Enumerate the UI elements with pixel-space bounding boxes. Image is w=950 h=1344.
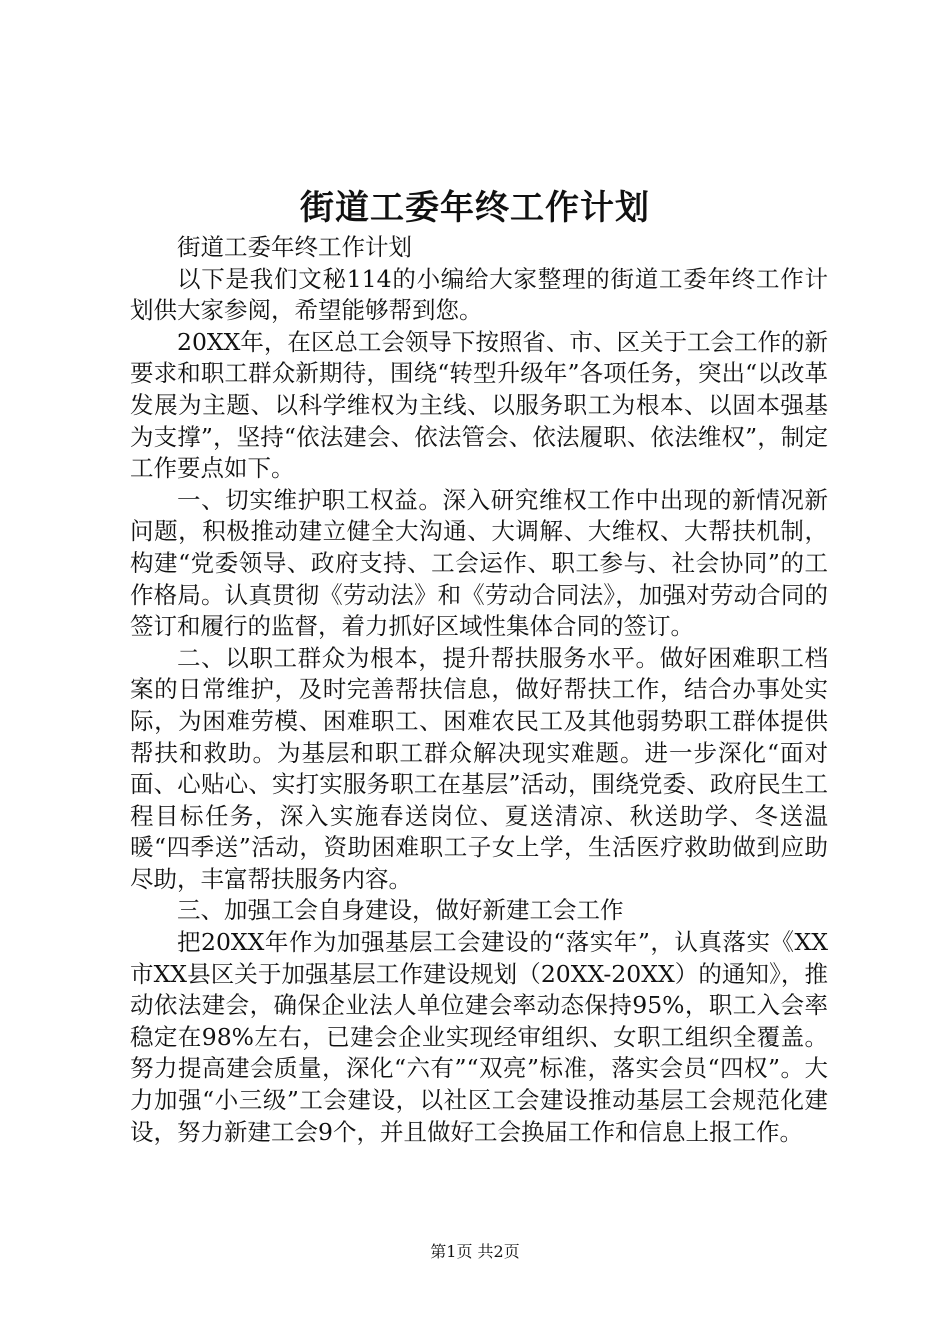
- document-body: [130, 232, 828, 1148]
- paragraph-subtitle: 街道工委年终工作计划: [177, 233, 412, 261]
- paragraph-overview: 20XX年，在区总工会领导下按照省、市、区关于工会工作的新要求和职工群众新期待，围绕“转型升级年”各项任务，突出“以改革发展为主题、以科学维权为主线、以服务职工为根本、以固本强基为支撑”，坚持“依法建会、依法管会、依法履职、依法维权”，制定工作要点如下。: [130, 327, 828, 483]
- page-footer: 第1页 共2页: [430, 1242, 520, 1261]
- paragraph-intro: 以下是我们文秘114的小编给大家整理的街道工委年终工作计划供大家参阅，希望能够帮到您。: [130, 264, 828, 325]
- paragraph-section-3-body: 把20XX年作为加强基层工会建设的“落实年”，认真落实《XX市XX县区关于加强基层工作建设规划（20XX-20XX）的通知》，推动依法建会，确保企业法人单位建会率动态保持95%，职工入会率稳定在98%左右，已建会企业实现经审组织、女职工组织全覆盖。努力提高建会质量，深化“六有”“双亮”标准，落实会员“四权”。大力加强“小三级”工会建设，以社区工会建设推动基层工会规范化建设，努力新建工会9个，并且做好工会换届工作和信息上报工作。: [130, 928, 828, 1146]
- paragraph-section-3-heading: 三、加强工会自身建设，做好新建工会工作: [177, 896, 624, 925]
- document-title: 街道工委年终工作计划: [300, 188, 650, 228]
- paragraph-section-2: 二、以职工群众为根本，提升帮扶服务水平。做好困难职工档案的日常维护，及时完善帮扶信息，做好帮扶工作，结合办事处实际，为困难劳模、困难职工、困难农民工及其他弱势职工群体提供帮扶和救助。为基层和职工群众解决现实难题。进一步深化“面对面、心贴心、实打实服务职工在基层”活动，围绕党委、政府民生工程目标任务，深入实施春送岗位、夏送清凉、秋送助学、冬送温暖“四季送”活动，资助困难职工子女上学，生活医疗救助做到应助尽助，丰富帮扶服务内容。: [130, 643, 828, 893]
- paragraph-section-1: 一、切实维护职工权益。深入研究维权工作中出现的新情况新问题，积极推动建立健全大沟通、大调解、大维权、大帮扶机制，构建“党委领导、政府支持、工会运作、职工参与、社会协同”的工作格局。认真贯彻《劳动法》和《劳动合同法》，加强对劳动合同的签订和履行的监督，着力抓好区域性集体合同的签订。: [130, 485, 828, 641]
